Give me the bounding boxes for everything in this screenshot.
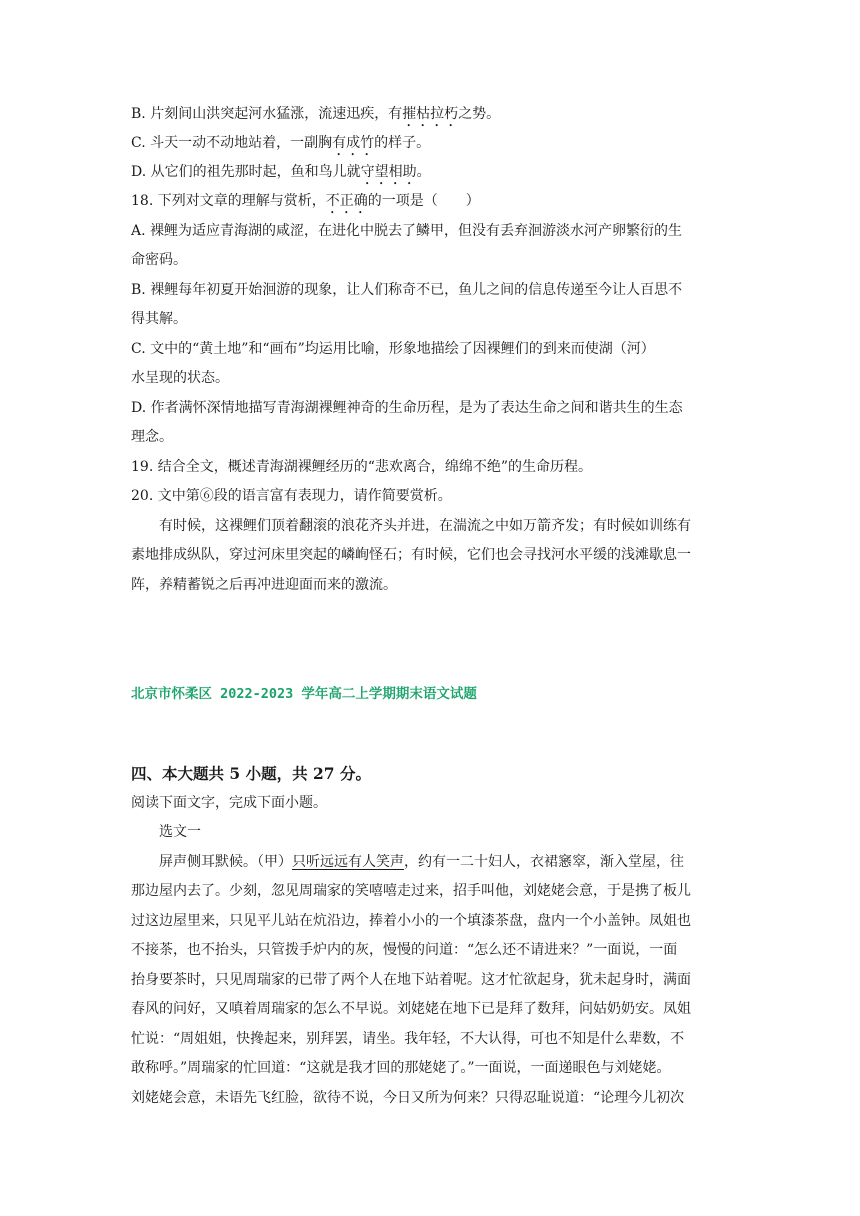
- q18-option-c-line2: 水呈现的状态。: [131, 370, 229, 386]
- passage-line-1: 屏声侧耳默候。（甲）只听远远有人笑声，约有一二十妇人，衣裙窸窣，渐入堂屋，往: [159, 854, 684, 870]
- passage-line-4: 不接茶，也不抬头，只管拨手炉内的灰，慢慢的问道：“怎么还不请进来？”一面说，一面: [131, 942, 678, 958]
- passage-line-6: 春风的问好，又嗔着周瑞家的怎么不早说。刘姥姥在地下已是拜了数拜，问姑奶奶安。凤姐: [131, 1001, 691, 1017]
- q19-text: 19. 结合全文，概述青海湖裸鲤经历的“悲欢离合，绵绵不绝”的生命历程。: [131, 459, 593, 475]
- q18-option-b-line2: 得其解。: [131, 311, 187, 327]
- passage-line-3: 过这边屋里来，只见平儿站在炕沿边，捧着小小的一个填漆茶盘，盘内一个小盖钟。凤姐也: [131, 913, 691, 929]
- passage-line-9: 刘姥姥会意，未语先飞红脸，欲待不说，今日又所为何来？只得忍耻说道：“论理今儿初次: [131, 1090, 685, 1106]
- reading-instruction: 阅读下面文字，完成下面小题。: [131, 795, 327, 811]
- passage-line-8: 敢称呼。”周瑞家的忙回道：“这就是我才回的那姥姥了。”一面说，一面递眼色与刘姥姥。: [131, 1060, 671, 1076]
- q20-passage-line3: 阵，养精蓄锐之后再冲进迎面而来的激流。: [131, 577, 397, 593]
- emphasized-phrase: 守望相助: [360, 164, 417, 180]
- emphasized-phrase: 不正确: [325, 193, 368, 209]
- q18-option-a-line2: 命密码。: [131, 252, 187, 268]
- q18-option-b-line1: B. 裸鲤每年初夏开始洄游的现象，让人们称奇不已，鱼儿之间的信息传递至今让人百思不: [131, 282, 683, 298]
- q18-option-d-line2: 理念。: [131, 429, 173, 445]
- passage-line-7: 忙说：“周姐姐，快搀起来，别拜罢，请坐。我年轻，不大认得，可也不知是什么辈数，不: [131, 1031, 685, 1047]
- q18-stem: 18. 下列对文章的理解与赏析，不正确的一项是（ ）: [131, 193, 480, 209]
- q17-option-b: B. 片刻间山洪突起河水猛涨，流速迅疾，有摧枯拉朽之势。: [131, 106, 501, 122]
- passage-line-5: 抬身要茶时，只见周瑞家的已带了两个人在地下站着呢。这才忙欲起身，犹未起身时，满面: [131, 972, 691, 988]
- excerpt-label: 选文一: [159, 824, 201, 840]
- emphasized-phrase: 摧枯拉朽: [402, 106, 459, 122]
- q18-option-d-line1: D. 作者满怀深情地描写青海湖裸鲤神奇的生命历程，是为了表达生命之间和谐共生的生态: [131, 400, 683, 416]
- underlined-phrase-jia: 只听远远有人笑声: [292, 854, 404, 870]
- emphasized-phrase: 有成竹: [332, 135, 375, 151]
- q17-option-c: C. 斗天一动不动地站着，一副胸有成竹的样子。: [131, 135, 431, 151]
- q20-passage-line2: 素地排成纵队，穿过河床里突起的嶙峋怪石；有时候，它们也会寻找河水平缓的浅滩歇息一: [131, 547, 691, 563]
- q18-option-a-line1: A. 裸鲤为适应青海湖的咸涩，在进化中脱去了鳞甲，但没有丢弃洄游淡水河产卵繁衍的生: [131, 223, 683, 239]
- q17-option-d: D. 从它们的祖先那时起，鱼和鸟儿就守望相助。: [131, 164, 431, 180]
- exam-source-title: 北京市怀柔区 2022-2023 学年高二上学期期末语文试题: [131, 686, 477, 702]
- q18-option-c-line1: C. 文中的“黄土地”和“画布”均运用比喻，形象地描绘了因裸鲤们的到来而使湖（河）: [131, 341, 655, 357]
- section-heading: 四、本大题共 5 小题，共 27 分。: [131, 764, 371, 783]
- q20-text: 20. 文中第⑥段的语言富有表现力，请作简要赏析。: [131, 488, 452, 504]
- passage-line-2: 那边屋内去了。少刻，忽见周瑞家的笑嘻嘻走过来，招手叫他，刘姥姥会意，于是携了板儿: [131, 883, 691, 899]
- q20-passage-line1: 有时候，这裸鲤们顶着翻滚的浪花齐头并进，在湍流之中如万箭齐发；有时候如训练有: [159, 518, 691, 534]
